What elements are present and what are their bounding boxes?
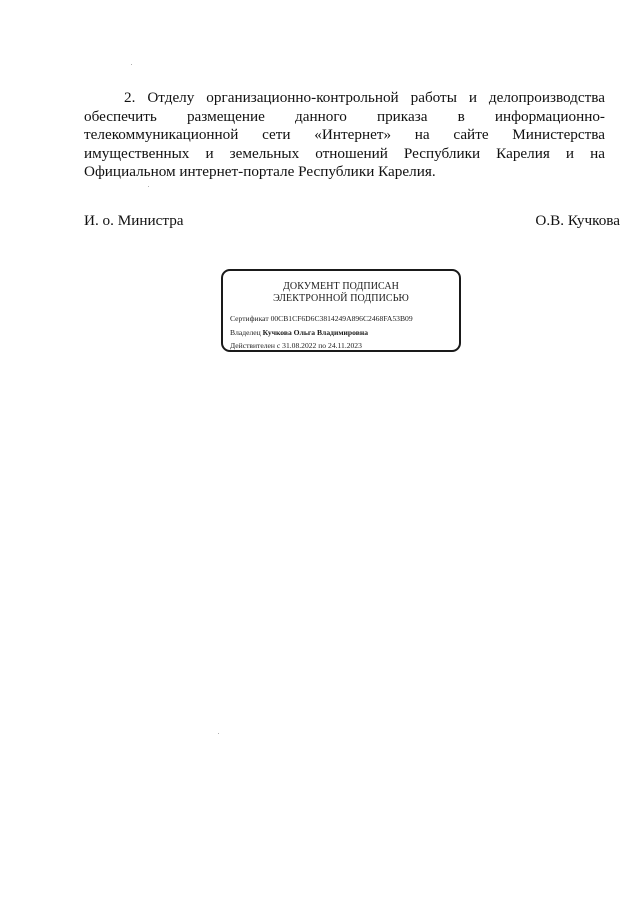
stamp-valid-to-prefix: по [318,341,327,350]
stamp-certificate-label: Сертификат [230,314,269,323]
stamp-details [230,312,413,353]
stamp-valid-from-prefix: с [276,341,281,350]
stamp-owner-value: Кучкова Ольга Владимировна [262,327,368,337]
stamp-owner-row [230,326,413,340]
scan-speck [131,64,132,65]
stamp-valid-from: 31.08.2022 [282,341,317,350]
scan-speck [218,733,219,734]
stamp-title-line-1: ДОКУМЕНТ ПОДПИСАН [283,281,399,292]
stamp-title-line-2: ЭЛЕКТРОННОЙ ПОДПИСЬЮ [273,293,409,304]
electronic-signature-stamp [221,269,461,352]
stamp-title [223,281,459,305]
stamp-owner-label: Владелец [230,327,261,337]
stamp-validity-row [230,339,413,353]
stamp-certificate-row [230,312,413,326]
stamp-valid-to: 24.11.2023 [328,341,362,350]
paragraph-item-2: 2. Отделу организационно-контрольной работы и делопроизводства обеспечить размещение данного приказа в информационно-телекоммуникационной сети «Интернет» на сайте Министерства имущественных и земельных отношений Республики Карелия и на Официальном интернет-портале Республики Карелия. [84,89,605,181]
stamp-certificate-value: 00CB1CF6D6C3814249A896C2468FA53B09 [270,314,413,323]
scan-speck [148,186,149,187]
signatory-name: О.В. Кучкова [535,212,620,229]
stamp-valid-label: Действителен [230,341,275,350]
signatory-position: И. о. Министра [84,212,184,229]
